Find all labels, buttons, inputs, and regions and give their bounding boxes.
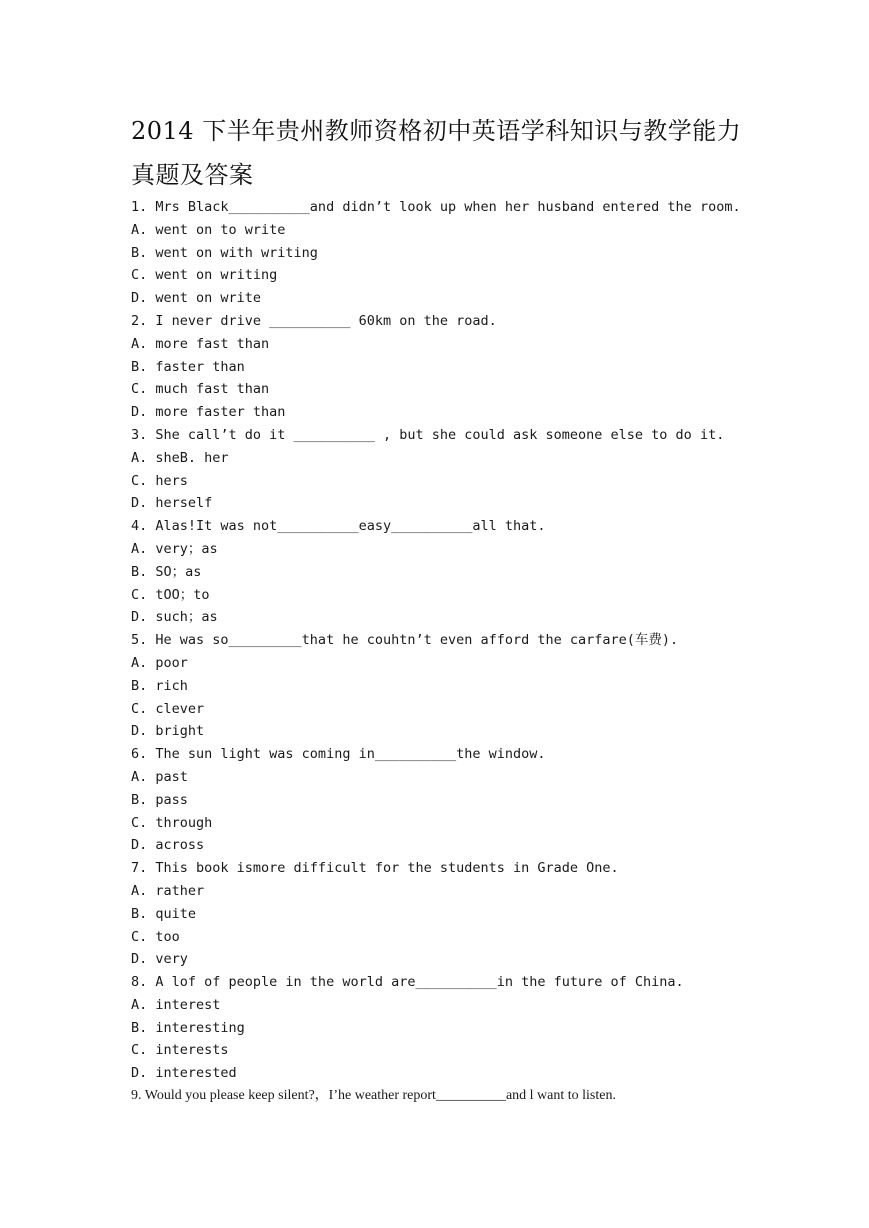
question-7-option-c: C. too	[131, 928, 180, 945]
question-1-option-c: C. went on writing	[131, 267, 278, 284]
question-4-option-c: C. tOO；to	[131, 586, 210, 603]
question-5-option-d: D. bright	[131, 723, 205, 740]
question-7-option-d: D. very	[131, 951, 188, 968]
question-2-option-c: C. much fast than	[131, 381, 270, 398]
question-1-option-b: B. went on with writing	[131, 244, 318, 261]
question-5-option-a: A. poor	[131, 654, 188, 671]
question-list	[131, 196, 771, 1108]
question-8-stem: 8. A lof of people in the world are__________in the future of China.	[131, 974, 684, 991]
question-5-option-b: B. rich	[131, 677, 188, 694]
question-6-option-a: A. past	[131, 768, 188, 785]
question-3-stem: 3. She call’t do it __________ , but she could ask someone else to do it.	[131, 426, 725, 443]
question-2-option-d: D. more faster than	[131, 404, 286, 421]
question-5-option-c: C. clever	[131, 700, 205, 717]
document-title: 2014 下半年贵州教师资格初中英语学科知识与教学能力真题及答案	[131, 117, 742, 189]
question-8-option-a: A. interest	[131, 996, 221, 1013]
question-8-option-b: B. interesting	[131, 1019, 245, 1036]
question-6-stem: 6. The sun light was coming in__________the window.	[131, 746, 546, 763]
question-4-option-d: D. such；as	[131, 609, 218, 626]
question-5-stem: 5. He was so_________that he couhtn’t even afford the carfare(车费).	[131, 632, 679, 649]
question-1-option-a: A. went on to write	[131, 221, 286, 238]
question-3-option-c: C. hers	[131, 472, 188, 489]
question-1-stem: 1. Mrs Black__________and didn’t look up when her husband entered the room.	[131, 199, 741, 215]
question-3-option-a-b: A. sheB. her	[131, 449, 229, 466]
question-6-option-b: B. pass	[131, 791, 188, 808]
question-4-stem: 4. Alas!It was not__________easy__________all that.	[131, 518, 546, 535]
question-7-stem: 7. This book ismore difficult for the students in Grade One.	[131, 860, 619, 877]
question-3-option-d: D. herself	[131, 495, 213, 512]
question-7-option-b: B. quite	[131, 905, 197, 922]
question-6-option-d: D. across	[131, 837, 205, 854]
question-2-stem: 2. I never drive __________ 60km on the road.	[131, 312, 497, 329]
question-8-option-d: D. interested	[131, 1065, 237, 1082]
question-2-option-b: B. faster than	[131, 358, 245, 375]
question-7-option-a: A. rather	[131, 882, 205, 899]
question-9-stem: 9. Would you please keep silent?，I’he weather report__________and l want to listen.	[131, 1088, 616, 1104]
question-4-option-a: A. very；as	[131, 540, 218, 557]
question-8-option-c: C. interests	[131, 1042, 229, 1059]
question-6-option-c: C. through	[131, 814, 213, 831]
question-2-option-a: A. more fast than	[131, 335, 270, 352]
question-4-option-b: B. SO；as	[131, 563, 202, 580]
question-1-option-d: D. went on write	[131, 290, 262, 307]
